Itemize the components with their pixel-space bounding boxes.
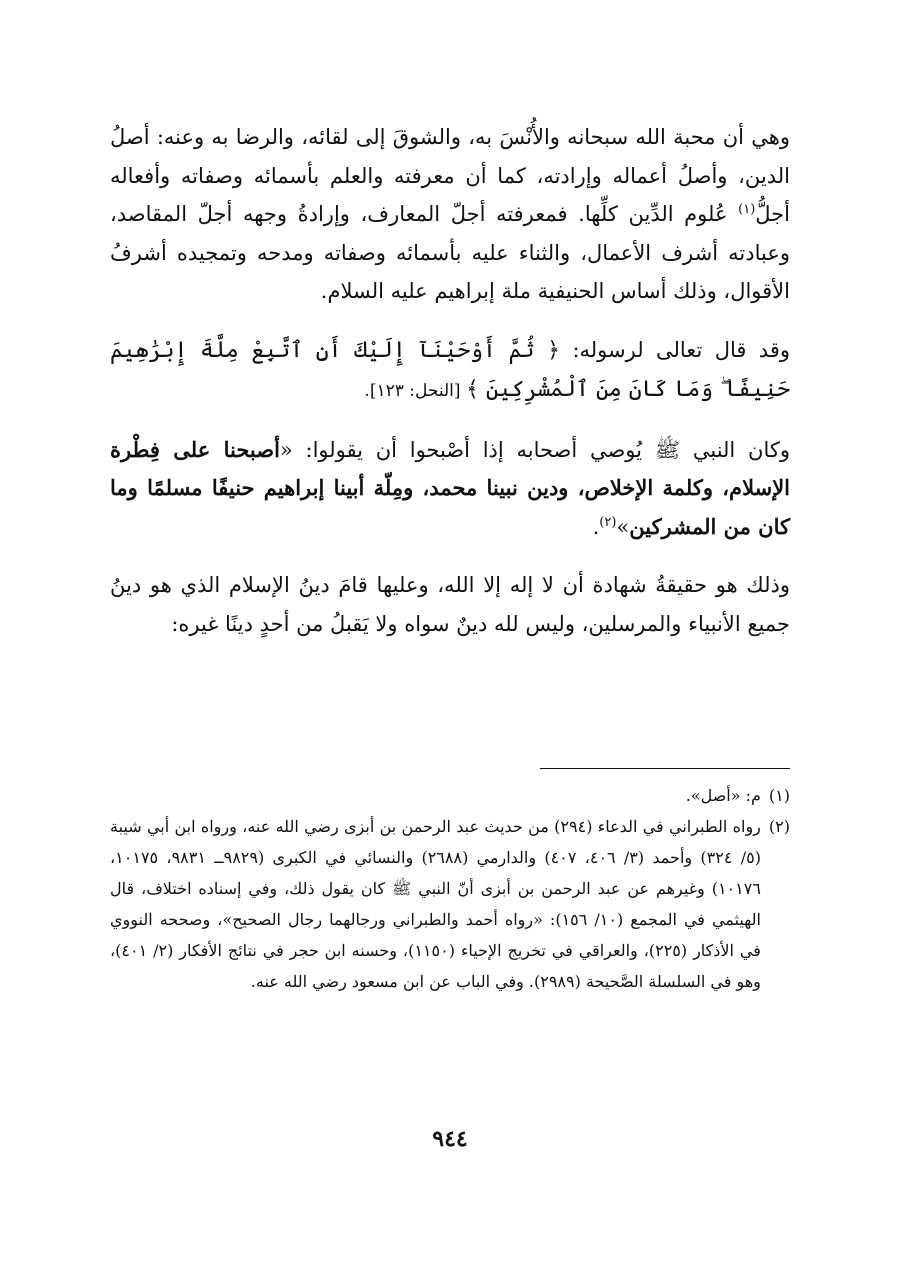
footnotes (110, 780, 790, 997)
paragraph-4 (110, 566, 790, 643)
quote-close: » (616, 514, 630, 539)
footnote-1-text: م: «أصل». (685, 786, 761, 805)
hadith-quote: أصبحنا على فِطْرة الإسلام، وكلمة الإخلاص، ودين نبينا محمد، ومِلّة أبينا إبراهيم حنيفًا مسلمًا وما كان من المشركين (110, 436, 790, 539)
footnote-divider (540, 768, 790, 769)
footnote-1-number: (١) (768, 786, 790, 805)
footnote-2-text: رواه الطبراني في الدعاء (٢٩٤) من حديث عبد الرحمن بن أبزى رضي الله عنه، ورواه ابن أبي شيبة (٥/ ٣٢٤) وأحمد (٣/ ٤٠٦، ٤٠٧) والدارمي (٢٦٨٨) والنسائي في الكبرى (٩٨٢٩ــ ٩٨٣١، ١٠١٧٥، ١٠١٧٦) وغيرهم عن عبد الرحمن بن أبزى أنّ النبي ﷺ كان يقول ذلك، وفي إسناده اختلاف، قال الهيثمي في المجمع (١٠/ ١٥٦): «رواه أحمد والطبراني ورجالهما رجال الصحيح»، وصححه النووي في الأذكار (٢٢٥)، والعراقي في تخريج الإحياء (١١٥٠)، وحسنه ابن حجر في نتائج الأفكار (٢/ ٤٠١)، وهو في السلسلة الصَّحيحة (٢٩٨٩). وفي الباب عن ابن مسعود رضي الله عنه. (110, 817, 761, 991)
paragraph-2 (110, 331, 790, 411)
paragraph-2-intro: وقد قال تعالى لرسوله: (560, 337, 790, 362)
page-number: ٩٤٤ (432, 1126, 468, 1152)
verse-reference: [النحل: ١٢٣]. (364, 381, 466, 401)
main-text (110, 118, 790, 663)
paragraph-3 (110, 431, 790, 547)
footnote-2-number: (٢) (768, 817, 790, 836)
footnote-1 (110, 780, 790, 811)
footnote-marker-1[interactable]: (١) (738, 202, 756, 217)
footnote-2 (110, 811, 790, 997)
paragraph-3-intro: وكان النبي ﷺ يُوصي أصحابه إذا أصْبحوا أن يقولوا: « (279, 437, 790, 462)
paragraph-3-end: . (592, 514, 600, 539)
paragraph-1 (110, 118, 790, 311)
quran-verse: ﴿ ثُمَّ أَوْحَيْنَآ إِلَيْكَ أَنِ ٱتَّبِعْ مِلَّةَ إِبْرَٰهِيمَ حَنِيفًا ۖ وَمَا كَانَ مِنَ ٱلْمُشْرِكِينَ ﴾ (110, 337, 790, 402)
paragraph-4-text: وذلك هو حقيقةُ شهادة أن لا إله إلا الله، وعليها قامَ دينُ الإسلام الذي هو دينُ جميع الأنبياء والمرسلين، وليس لله دينٌ سواه ولا يَقبلُ من أحدٍ دينًا غيره: (110, 573, 790, 636)
footnote-marker-2[interactable]: (٢) (599, 514, 617, 530)
paragraph-1-text-rest: عُلوم الدِّين كلِّها. فمعرفته أجلّ المعارف، وإرادةُ وجهه أجلّ المقاصد، وعبادته أشرف الأعمال، والثناء عليه بأسمائه وصفاته ومدحه وتمجيده أشرفُ الأقوال، وذلك أساس الحنيفية ملة إبراهيم عليه السلام. (110, 202, 790, 303)
paragraph-1-text: وهي أن محبة الله سبحانه والأُنْسَ به، والشوقَ إلى لقائه، والرضا به وعنه: أصلُ الدين، وأصلُ أعماله وإرادته، كما أن معرفته والعلم بأسمائه وصفاته وأفعاله أجلُّ (110, 125, 790, 226)
